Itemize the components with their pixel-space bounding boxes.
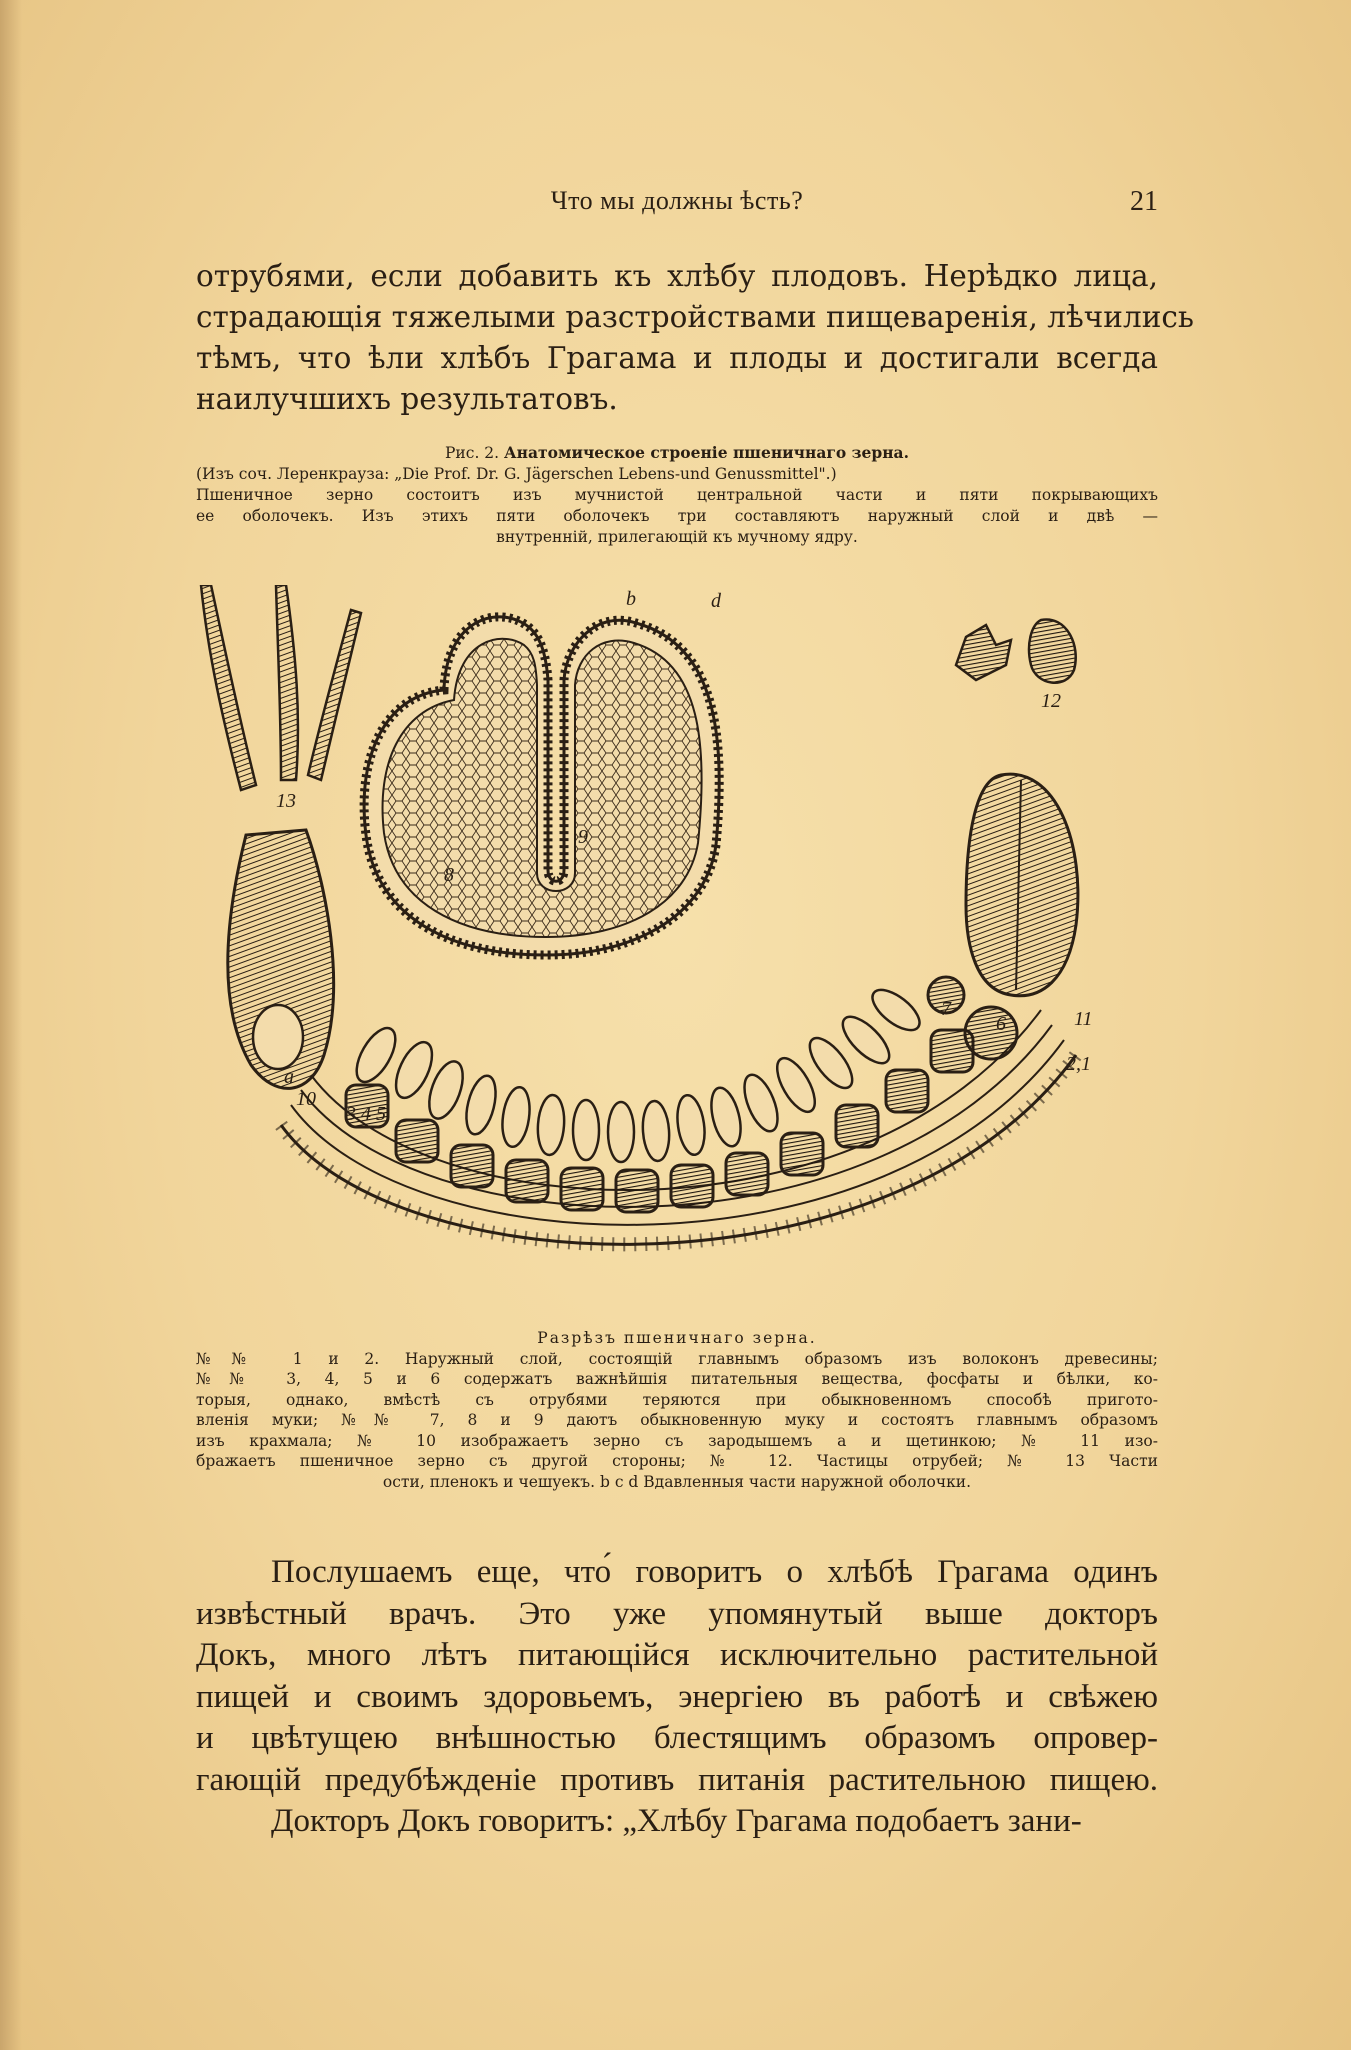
label-3-5: 3 4 5 <box>346 1103 386 1125</box>
label-12: 12 <box>1041 690 1061 712</box>
awn-fragments-13 <box>201 585 361 790</box>
label-9: 9 <box>578 826 588 848</box>
label-13: 13 <box>276 790 296 812</box>
label-a: a <box>284 1066 294 1088</box>
figure-description-line: внутренній, прилегающій къ мучному ядру. <box>496 528 858 546</box>
text-line: и цвѣтущею внѣшностью блестящимъ образомъ опровер- <box>196 1720 1158 1756</box>
label-8: 8 <box>444 864 454 886</box>
caption-line: торыя, однако, вмѣстѣ съ отрубями теряются при обыкновенномъ способѣ пригото- <box>196 1390 1158 1409</box>
text-line: извѣстный врачъ. Это уже упомянутый выше докторъ <box>196 1595 1158 1632</box>
text-line: пищей и своимъ здоровьемъ, энергіею въ работѣ и свѣжею <box>196 1678 1158 1715</box>
wheat-grain-illustration <box>196 585 1158 1315</box>
caption-heading: Разрѣзъ пшеничнаго зерна. <box>537 1329 817 1347</box>
whole-grain-11 <box>966 774 1078 996</box>
paragraph-2 <box>196 1552 1158 1843</box>
figure-description-line: Пшеничное зерно состоитъ изъ мучнистой центральной части и пяти покрывающихъ <box>196 486 1158 504</box>
bran-particles-12 <box>956 619 1076 682</box>
caption-line: ости, пленокъ и чешуекъ. b c d Вдавленныя части наружной оболочки. <box>382 1472 972 1491</box>
wheat-grain-engraving <box>196 585 1158 1315</box>
running-head <box>196 186 1158 222</box>
text-line: гающій предубѣжденіе противъ питанія растительною пищею. <box>196 1761 1158 1798</box>
label-6: 6 <box>996 1013 1006 1035</box>
figure-source: (Изъ соч. Леренкрауза: „Die Prof. Dr. G. Jägerschen Lebens-und Genussmittel".) <box>196 465 837 483</box>
text-line: Докторъ Докъ говоритъ: „Хлѣбу Грагама подобаетъ зани- <box>271 1803 1082 1839</box>
page-number: 21 <box>1130 186 1158 217</box>
label-1-2: 2,1 <box>1066 1053 1091 1075</box>
text-line: Послушаемъ еще, что́ говоритъ о хлѣбѣ Грагама одинъ <box>271 1554 1158 1590</box>
text-line: Докъ, много лѣтъ питающійся исключительно растительной <box>196 1637 1158 1673</box>
caption-line: бражаетъ пшеничное зерно съ другой стороны; № 12. Частицы отрубей; № 13 Части <box>196 1452 1158 1470</box>
whole-grain-10 <box>228 830 334 1088</box>
page-edge-shadow <box>0 0 22 2050</box>
bran-layers-section <box>281 977 1076 1244</box>
grain-cross-section <box>364 617 719 955</box>
label-10: 10 <box>296 1088 316 1110</box>
figure-label: Рис. 2. <box>445 444 500 462</box>
caption-line: №№ 1 и 2. Наружный слой, состоящій главнымъ образомъ изъ волоконъ древесины; <box>196 1349 1158 1368</box>
label-b: b <box>626 588 636 610</box>
caption-line: изъ крахмала; № 10 изображаетъ зерно съ зародышемъ a и щетинкою; № 11 изо- <box>196 1431 1158 1450</box>
figure-caption-bottom <box>196 1328 1158 1492</box>
caption-line: №№ 3, 4, 5 и 6 содержатъ важнѣйшія питательныя вещества, фосфаты и бѣлки, ко- <box>196 1370 1158 1388</box>
text-line: отрубями, если добавить къ хлѣбу плодовъ. Нерѣдко лица, <box>196 259 1158 293</box>
figure-caption-top <box>196 442 1158 548</box>
label-d: d <box>711 590 721 612</box>
label-7: 7 <box>941 998 951 1020</box>
text-line: наилучшихъ результатовъ. <box>196 382 618 416</box>
running-title: Что мы должны ѣсть? <box>550 186 804 215</box>
caption-line: вленія муки; №№ 7, 8 и 9 даютъ обыкновенную муку и состоятъ главнымъ образомъ <box>196 1411 1158 1429</box>
text-line: тѣмъ, что ѣли хлѣбъ Грагама и плоды и достигали всегда <box>196 341 1158 375</box>
text-line: страдающія тяжелыми разстройствами пищеваренія, лѣчились <box>196 300 1194 334</box>
figure-title: Анатомическое строеніе пшеничнаго зерна. <box>504 443 909 462</box>
label-11: 11 <box>1074 1008 1093 1030</box>
paragraph-1 <box>196 256 1194 420</box>
figure-description-line: ее оболочекъ. Изъ этихъ пяти оболочекъ три составляютъ наружный слой и двѣ — <box>196 507 1158 525</box>
